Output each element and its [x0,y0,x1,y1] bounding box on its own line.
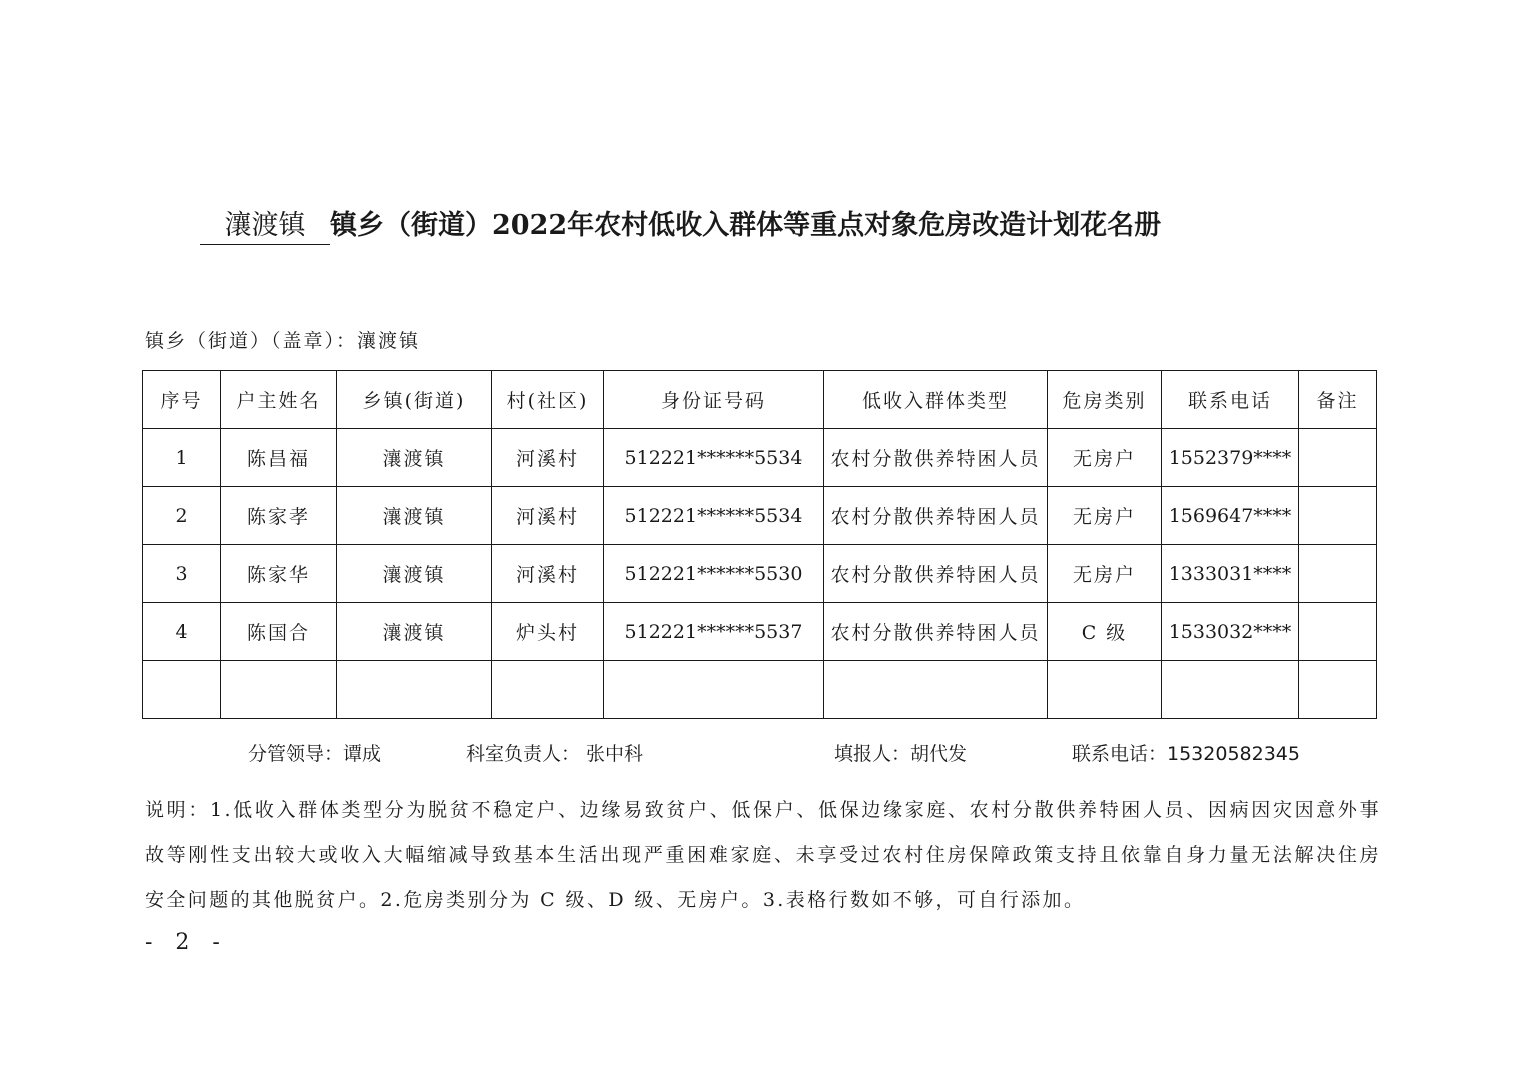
explanation-note: 说明：1.低收入群体类型分为脱贫不稳定户、边缘易致贫户、低保户、低保边缘家庭、农村分散供养特困人员、因病因灾因意外事故等刚性支出较大或收入大幅缩减导致基本生活出现严重困难家庭、未享受过农村住房保障政策支持且依靠自身力量无法解决住房安全问题的其他脱贫户。2.危房类别分为 C 级、D 级、无房户。3.表格行数如不够，可自行添加。 [145,799,1381,911]
cell-index [143,661,221,719]
header-cell: 联系电话 [1162,371,1299,429]
cell-name [221,661,337,719]
cell-index: 1 [143,429,221,487]
cell-index: 2 [143,487,221,545]
cell-index: 3 [143,545,221,603]
cell-name: 陈家孝 [221,487,337,545]
cell-house-category [1048,661,1162,719]
cell-phone [1162,661,1299,719]
cell-id-number: 512221******5530 [604,545,824,603]
table-row [143,603,1377,661]
stamp-label: 镇乡（街道）（盖章）： [145,330,358,352]
cell-house-category: 无房户 [1048,545,1162,603]
header-cell: 序号 [143,371,221,429]
cell-group-type [824,661,1048,719]
cell-index: 4 [143,603,221,661]
cell-village: 河溪村 [492,487,604,545]
cell-phone: 1552379**** [1162,429,1299,487]
table-row [143,487,1377,545]
office-head-signature: 科室负责人： 张中科 [466,743,644,765]
cell-town [337,661,492,719]
cell-village: 炉头村 [492,603,604,661]
cell-house-category: 无房户 [1048,429,1162,487]
cell-remark [1299,545,1377,603]
header-cell: 低收入群体类型 [824,371,1048,429]
cell-name: 陈国合 [221,603,337,661]
cell-id-number: 512221******5534 [604,429,824,487]
cell-group-type: 农村分散供养特困人员 [824,603,1048,661]
header-cell: 备注 [1299,371,1377,429]
cell-remark [1299,429,1377,487]
header-cell: 乡镇(街道) [337,371,492,429]
header-cell: 村(社区) [492,371,604,429]
header-cell: 身份证号码 [604,371,824,429]
signature-row [0,739,1520,767]
table-row [143,429,1377,487]
cell-remark [1299,661,1377,719]
cell-remark [1299,487,1377,545]
stamp-value: 瀼渡镇 [357,330,421,352]
cell-id-number: 512221******5534 [604,487,824,545]
cell-group-type: 农村分散供养特困人员 [824,487,1048,545]
cell-village [492,661,604,719]
cell-town: 瀼渡镇 [337,487,492,545]
header-cell: 户主姓名 [221,371,337,429]
cell-remark [1299,603,1377,661]
cell-group-type: 农村分散供养特困人员 [824,429,1048,487]
table-row [143,545,1377,603]
document-title [200,206,1161,246]
cell-phone: 1533032**** [1162,603,1299,661]
header-cell: 危房类别 [1048,371,1162,429]
cell-town: 瀼渡镇 [337,429,492,487]
cell-phone: 1333031**** [1162,545,1299,603]
cell-town: 瀼渡镇 [337,603,492,661]
table-header-row [143,371,1377,429]
cell-group-type: 农村分散供养特困人员 [824,545,1048,603]
cell-name: 陈家华 [221,545,337,603]
filler-signature: 填报人：胡代发 [834,743,968,765]
cell-house-category: C 级 [1048,603,1162,661]
roster-table [142,370,1377,719]
cell-town: 瀼渡镇 [337,545,492,603]
cell-village: 河溪村 [492,545,604,603]
cell-village: 河溪村 [492,429,604,487]
contact-phone: 联系电话：15320582345 [1072,743,1300,765]
stamp-line [145,326,420,353]
cell-id-number: 512221******5537 [604,603,824,661]
leader-signature: 分管领导：谭成 [248,743,382,765]
cell-phone: 1569647**** [1162,487,1299,545]
title-town-field: 瀼渡镇 [200,208,330,245]
table-row-empty [143,661,1377,719]
page-number: - 2 - [145,930,228,955]
cell-id-number [604,661,824,719]
title-text: 镇乡（街道）2022年农村低收入群体等重点对象危房改造计划花名册 [330,210,1162,241]
cell-house-category: 无房户 [1048,487,1162,545]
cell-name: 陈昌福 [221,429,337,487]
